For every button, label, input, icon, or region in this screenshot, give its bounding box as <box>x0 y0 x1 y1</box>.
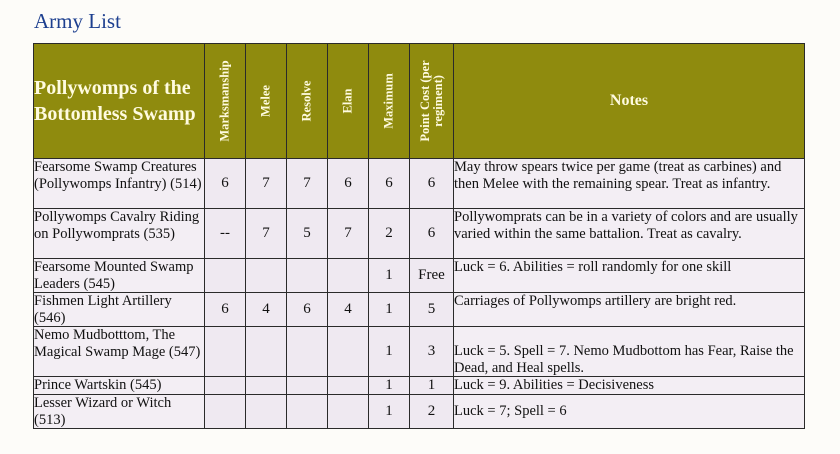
maximum-value: 1 <box>369 395 410 429</box>
unit-name: Prince Wartskin (545) <box>34 377 205 395</box>
resolve-value <box>287 259 328 293</box>
melee-value <box>246 377 287 395</box>
melee-value <box>246 259 287 293</box>
point-cost-value: Free <box>410 259 454 293</box>
maximum-value: 6 <box>369 159 410 209</box>
table-row <box>34 327 805 377</box>
unit-name: Fearsome Mounted Swamp Leaders (545) <box>34 259 205 293</box>
resolve-value: 6 <box>287 293 328 327</box>
melee-value <box>246 395 287 429</box>
resolve-value: 5 <box>287 209 328 259</box>
unit-notes: Luck = 5. Spell = 7. Nemo Mudbottom has Fear, Raise the Dead, and Heal spells. <box>454 327 805 377</box>
elan-value: 4 <box>328 293 369 327</box>
marksmanship-header <box>205 44 246 159</box>
elan-header <box>328 44 369 159</box>
unit-name: Nemo Mudbotttom, The Magical Swamp Mage (547) <box>34 327 205 377</box>
marksmanship-value <box>205 395 246 429</box>
unit-name: Pollywomps Cavalry Riding on Pollywomprats (535) <box>34 209 205 259</box>
page-title: Army List <box>34 9 121 33</box>
header-row <box>34 44 805 159</box>
elan-value <box>328 395 369 429</box>
table-row <box>34 259 805 293</box>
marksmanship-header-label: Marksmanship <box>217 60 232 142</box>
marksmanship-value: 6 <box>205 293 246 327</box>
unit-name: Lesser Wizard or Witch (513) <box>34 395 205 429</box>
unit-notes: Luck = 7; Spell = 6 <box>454 395 805 429</box>
melee-header-label: Melee <box>258 85 273 117</box>
unit-notes: May throw spears twice per game (treat as carbines) and then Melee with the remaining spear. Treat as infantry. <box>454 159 805 209</box>
point-cost-header-label: Point Cost (per regiment) <box>417 60 445 142</box>
maximum-value: 1 <box>369 259 410 293</box>
resolve-value <box>287 327 328 377</box>
resolve-value <box>287 395 328 429</box>
unit-notes: Pollywomprats can be in a variety of colors and are usually varied within the same battalion. Treat as cavalry. <box>454 209 805 259</box>
unit-name: Fishmen Light Artillery (546) <box>34 293 205 327</box>
table-row <box>34 377 805 395</box>
resolve-value: 7 <box>287 159 328 209</box>
melee-value: 4 <box>246 293 287 327</box>
point-cost-value: 1 <box>410 377 454 395</box>
melee-header <box>246 44 287 159</box>
army-list-table <box>33 43 805 429</box>
elan-header-label: Elan <box>340 88 355 114</box>
melee-value: 7 <box>246 159 287 209</box>
point-cost-value: 2 <box>410 395 454 429</box>
resolve-value <box>287 377 328 395</box>
point-cost-value: 6 <box>410 209 454 259</box>
marksmanship-value: 6 <box>205 159 246 209</box>
point-cost-value: 3 <box>410 327 454 377</box>
maximum-header <box>369 44 410 159</box>
elan-value <box>328 327 369 377</box>
maximum-value: 2 <box>369 209 410 259</box>
melee-value: 7 <box>246 209 287 259</box>
unit-notes: Luck = 6. Abilities = roll randomly for one skill <box>454 259 805 293</box>
marksmanship-value <box>205 259 246 293</box>
marksmanship-value <box>205 327 246 377</box>
notes-header: Notes <box>454 44 805 159</box>
marksmanship-value: -- <box>205 209 246 259</box>
unit-notes: Luck = 9. Abilities = Decisiveness <box>454 377 805 395</box>
point-cost-value: 5 <box>410 293 454 327</box>
elan-value <box>328 377 369 395</box>
table-row <box>34 293 805 327</box>
unit-name: Fearsome Swamp Creatures (Pollywomps Infantry) (514) <box>34 159 205 209</box>
elan-value: 7 <box>328 209 369 259</box>
maximum-value: 1 <box>369 327 410 377</box>
maximum-header-label: Maximum <box>381 73 396 129</box>
maximum-value: 1 <box>369 377 410 395</box>
resolve-header-label: Resolve <box>299 80 314 122</box>
unit-notes: Carriages of Pollywomps artillery are bright red. <box>454 293 805 327</box>
point-cost-value: 6 <box>410 159 454 209</box>
marksmanship-value <box>205 377 246 395</box>
table-row <box>34 209 805 259</box>
elan-value <box>328 259 369 293</box>
maximum-value: 1 <box>369 293 410 327</box>
resolve-header <box>287 44 328 159</box>
table-row <box>34 159 805 209</box>
army-name-header: Pollywomps of the Bottomless Swamp <box>34 44 205 159</box>
table-row <box>34 395 805 429</box>
point-cost-header <box>410 44 454 159</box>
elan-value: 6 <box>328 159 369 209</box>
melee-value <box>246 327 287 377</box>
